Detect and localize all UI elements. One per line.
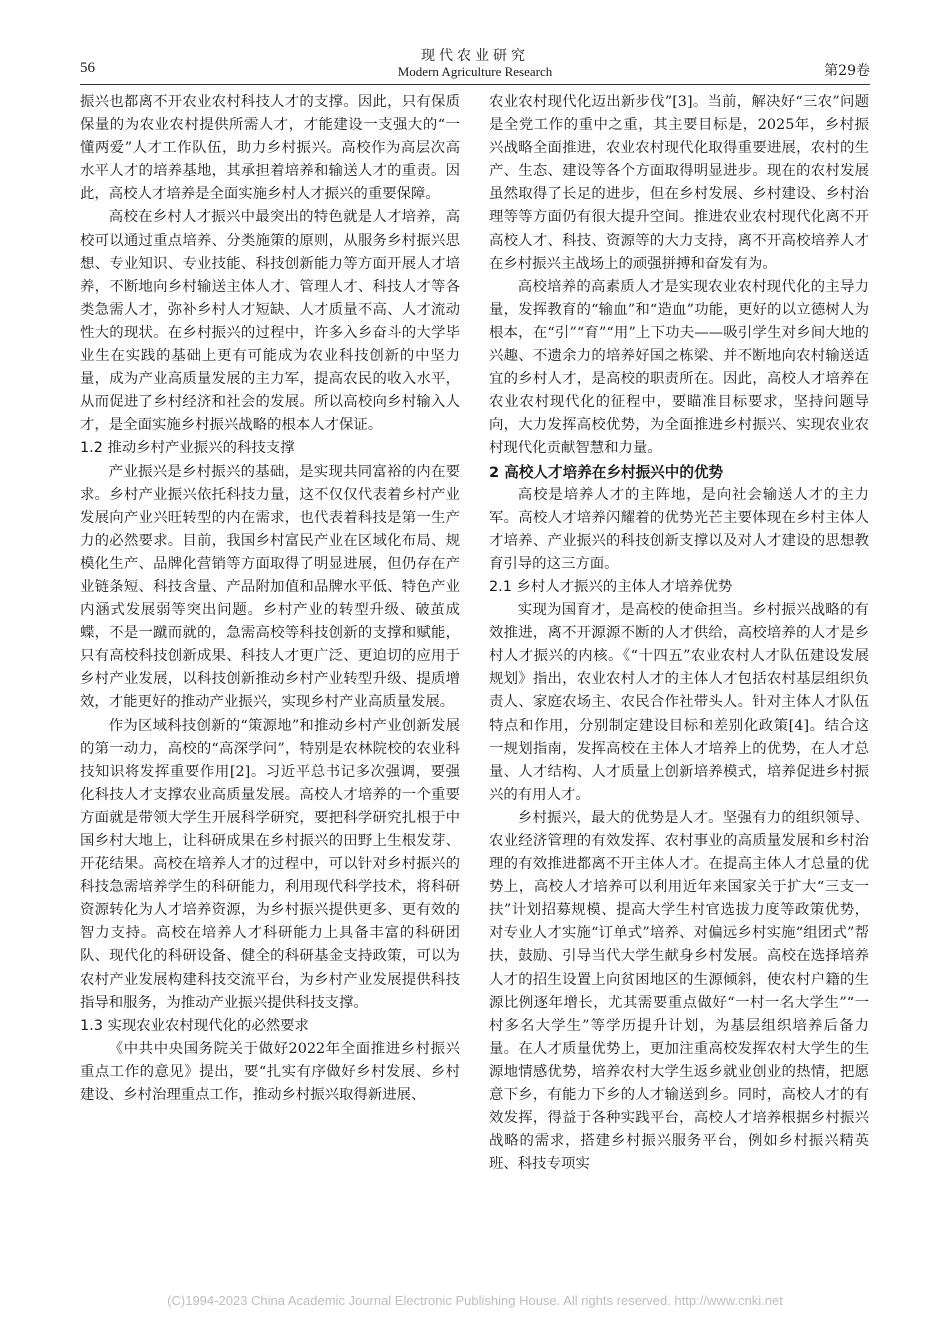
- copyright-footer: (C)1994-2023 China Academic Journal Electronic Publishing House. All rights reserved. http://www.cnki.net: [167, 1293, 783, 1308]
- paragraph: 作为区域科技创新的“策源地”和推动乡村产业创新发展的第一动力，高校的“高深学问”，特别是农林院校的农业科技知识将发挥重要作用[2]。习近平总书记多次强调，要强化科技人才支撑农业高质量发展。高校人才培养的一个重要方面就是带领大学生开展科学研究，要把科学研究扎根于中国乡村大地上，让科研成果在乡村振兴的田野上生根发芽、开花结果。高校在培养人才的过程中，可以针对乡村振兴的科技急需培养学生的科研能力，利用现代科学技术，将科研资源转化为人才培养资源，为乡村振兴提供更多、更有效的智力支持。高校在培养人才科研能力上具备丰富的科研团队、现代化的科研设备、健全的科研基金支持政策，可以为农村产业发展构建科技交流平台，为乡村产业发展提供科技指导和服务，为推动产业振兴提供科技支撑。: [80, 717, 460, 1011]
- section-heading-1-2: 1.2 推动乡村产业振兴的科技支撑: [80, 440, 295, 457]
- paragraph: 乡村振兴，最大的优势是人才。坚强有力的组织领导、农业经济管理的有效发挥、农村事业的高质量发展和乡村治理的有效推进都离不开主体人才。在提高主体人才总量的优势上，高校人才培养可以利用近年来国家关于扩大“三支一扶”计划招募规模、提高大学生村官选拔力度等政策优势，对专业人才实施“订单式”培养、对偏远乡村实施“组团式”帮扶，鼓励、引导当代大学生献身乡村发展。高校在选择培养人才的招生设置上向贫困地区的生源倾斜，使农村户籍的生源比例逐年增长，尤其需要重点做好“一村一名大学生”“一村多名大学生”等学历提升计划，为基层组织培养后备力量。在人才质量优势上，更加注重高校发挥农村大学生的生源地情感优势，培养农村大学生返乡就业创业的热情，把愿意下乡，有能力下乡的人才输送到乡。同时，高校人才的有效发挥，得益于各种实践平台，高校人才培养根据乡村振兴战略的需求，搭建乡村振兴服务平台，例如乡村振兴精英班、科技专项实: [489, 809, 869, 1173]
- paragraph: 高校在乡村人才振兴中最突出的特色就是人才培养，高校可以通过重点培养、分类施策的原则，从服务乡村振兴思想、专业知识、专业技能、科技创新能力等方面开展人才培养，不断地向乡村输送主体人才、管理人才、科技人才等各类急需人才，弥补乡村人才短缺、人才质量不高、人才流动性大的现状。在乡村振兴的过程中，许多入乡奋斗的大学毕业生在实践的基础上更有可能成为农业科技创新的中坚力量，成为产业高质量发展的主力军，提高农民的收入水平，从而促进了乡村经济和社会的发展。所以高校向乡村输入人才，是全面实施乡村振兴战略的根本人才保证。: [80, 209, 460, 434]
- paragraph: 农业农村现代化迈出新步伐”[3]。当前，解决好“三农”问题是全党工作的重中之重，其主要目标是，2025年，乡村振兴战略全面推进，农业农村现代化取得重要进展，农村的生产、生态、建设等各个方面取得明显进步。现在的农村发展虽然取得了长足的进步，但在乡村发展、乡村建设、乡村治理等等方面仍有很大提升空间。推进农业农村现代化离不开高校人才、科技、资源等的大力支持，离不开高校培养人才在乡村振兴主战场上的顽强拼搏和奋发有为。: [489, 94, 869, 272]
- left-column: [80, 91, 460, 1107]
- paragraph: 产业振兴是乡村振兴的基础，是实现共同富裕的内在要求。乡村产业振兴依托科技力量，这不仅仅代表着乡村产业发展向产业兴旺转型的内在需求，也代表着科技是第一生产力的必然要求。目前，我国乡村富民产业在区域化布局、规模化生产、品牌化营销等方面取得了明显进展，但仍存在产业链条短、科技含量、产品附加值和品牌水平低、特色产业内涵式发展弱等突出问题。乡村产业的转型升级、破茧成蝶，不是一蹴而就的，急需高校等科技创新的支撑和赋能，只有高校科技创新成果、科技人才更广泛、更迫切的应用于乡村产业发展，以科技创新推动乡村产业转型升级、提质增效，才能更好的推动产业振兴，实现乡村产业高质量发展。: [80, 463, 460, 711]
- right-column: [489, 91, 869, 1176]
- section-heading-2-1: 2.1 乡村人才振兴的主体人才培养优势: [489, 578, 733, 595]
- section-heading-2: 2 高校人才培养在乡村振兴中的优势: [489, 463, 724, 481]
- volume-label: 第29卷: [824, 63, 870, 79]
- journal-title-en: Modern Agriculture Research: [397, 64, 553, 79]
- page-number: 56: [80, 60, 95, 76]
- paragraph: 高校是培养人才的主阵地，是向社会输送人才的主力军。高校人才培养闪耀着的优势光芒主要体现在乡村主体人才培养、产业振兴的科技创新支撑以及对人才建设的思想教育引导的这三方面。: [489, 486, 869, 572]
- page-header: [80, 48, 870, 82]
- journal-title-cn: 现代农业研究: [421, 48, 529, 64]
- paragraph: 《中共中央国务院关于做好2022年全面推进乡村振兴重点工作的意见》提出，要“扎实有序做好乡村发展、乡村建设、乡村治理重点工作，推动乡村振兴取得新进展、: [80, 1040, 460, 1104]
- paragraph: 实现为国育才，是高校的使命担当。乡村振兴战略的有效推进，离不开源源不断的人才供给，高校培养的人才是乡村人才振兴的内核。《“十四五”农业农村人才队伍建设发展规划》指出，农业农村人才的主体人才包括农村基层组织负责人、家庭农场主、农民合作社带头人。针对主体人才队伍特点和作用，分别制定建设目标和差别化政策[4]。结合这一规划指南，发挥高校在主体人才培养上的优势，在人才总量、人才结构、人才质量上创新培养模式，培养促进乡村振兴的有用人才。: [489, 602, 869, 803]
- header-rule: [80, 84, 870, 85]
- paragraph: 振兴也都离不开农业农村科技人才的支撑。因此，只有保质保量的为农业农村提供所需人才，才能建设一支强大的“一懂两爱”人才工作队伍，助力乡村振兴。高校作为高层次高水平人才的培养基地，其承担着培养和输送人才的重责。因此，高校人才培养是全面实施乡村人才振兴的重要保障。: [80, 94, 460, 203]
- paragraph: 高校培养的高素质人才是实现农业农村现代化的主导力量，发挥教育的“输血”和“造血”功能，更好的以立德树人为根本，在“引”“育”“用”上下功夫——吸引学生对乡间大地的兴趣、不遗余力的培养好国之栋梁、并不断地向农村输送适宜的乡村人才，是高校的职责所在。因此，高校人才培养在农业农村现代化的征程中，要瞄准目标要求，坚持问题导向，大力发挥高校优势，为全面推进乡村振兴、实现农业农村现代化贡献智慧和力量。: [489, 278, 869, 457]
- section-heading-1-3: 1.3 实现农业农村现代化的必然要求: [80, 1017, 309, 1034]
